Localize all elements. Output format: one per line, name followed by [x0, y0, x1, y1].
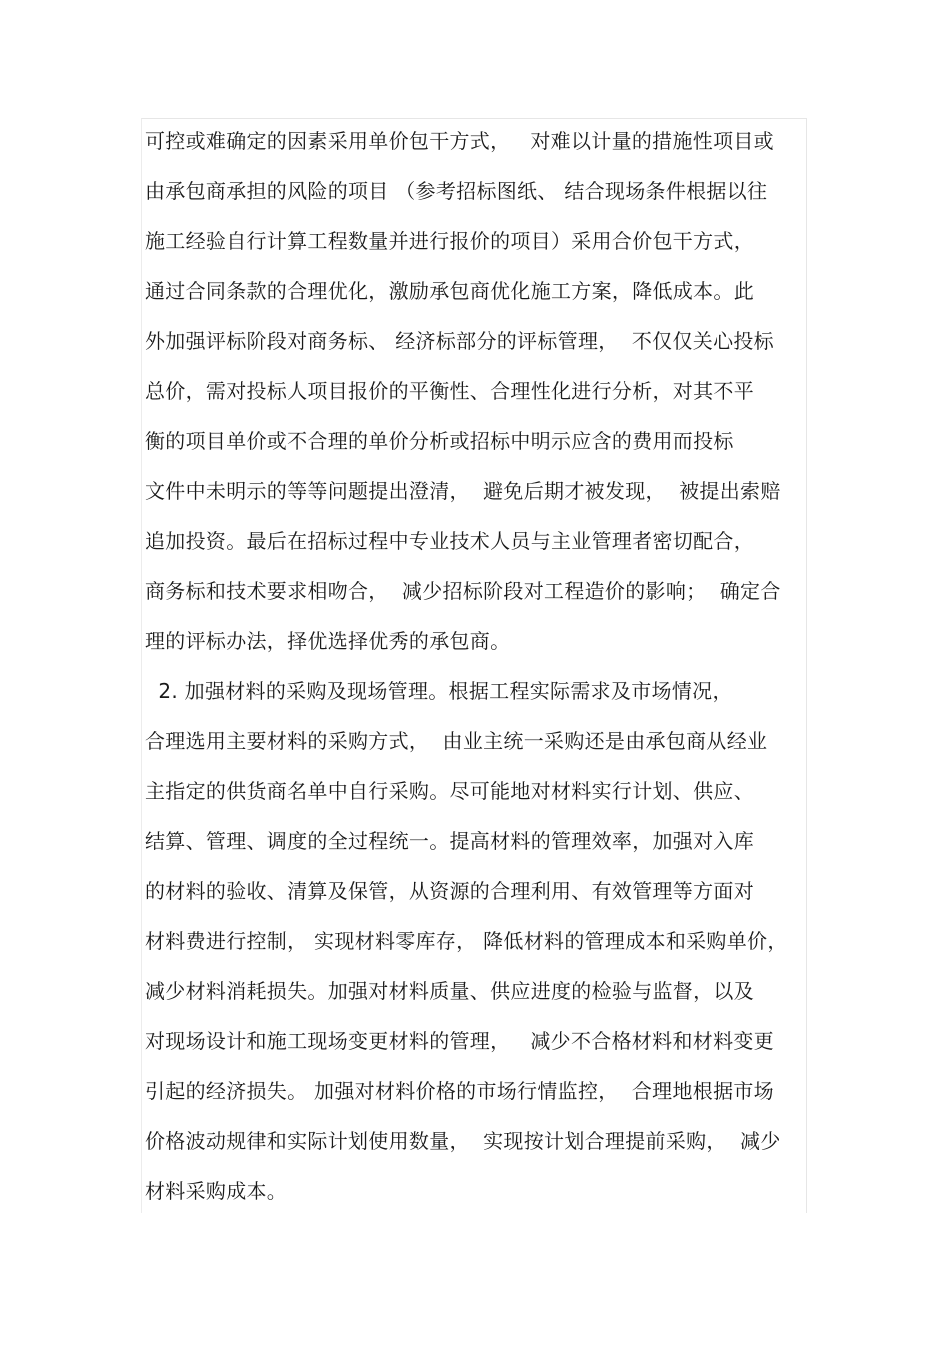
text-line: 施工经验自行计算工程数量并进行报价的项目）采用合价包干方式， — [145, 229, 754, 253]
text-line: 的材料的验收、清算及保管，从资源的合理利用、有效管理等方面对 — [145, 879, 754, 903]
text-line: 可控或难确定的因素采用单价包干方式， 对难以计量的措施性项目或 — [145, 129, 774, 153]
text-line: 商务标和技术要求相吻合， 减少招标阶段对工程造价的影响； 确定合 — [145, 579, 781, 603]
text-line: 衡的项目单价或不合理的单价分析或招标中明示应含的费用而投标 — [145, 429, 734, 453]
text-line: 材料采购成本。 — [145, 1179, 288, 1203]
text-line: 减少材料消耗损失。加强对材料质量、供应进度的检验与监督，以及 — [145, 979, 754, 1003]
text-line: 对现场设计和施工现场变更材料的管理， 减少不合格材料和材料变更 — [145, 1029, 774, 1053]
text-line: 总价，需对投标人项目报价的平衡性、合理性化进行分析，对其不平 — [145, 379, 754, 403]
text-line: 通过合同条款的合理优化，激励承包商优化施工方案，降低成本。此 — [145, 279, 754, 303]
text-line: 合理选用主要材料的采购方式， 由业主统一采购还是由承包商从经业 — [145, 729, 768, 753]
text-line: 文件中未明示的等等问题提出澄清， 避免后期才被发现， 被提出索赔 — [145, 479, 781, 503]
text-line: 引起的经济损失。 加强对材料价格的市场行情监控， 合理地根据市场 — [145, 1079, 774, 1103]
text-line: 价格波动规律和实际计划使用数量， 实现按计划合理提前采购， 减少 — [145, 1129, 781, 1153]
text-line: 结算、管理、调度的全过程统一。提高材料的管理效率，加强对入库 — [145, 829, 754, 853]
text-line: 材料费进行控制， 实现材料零库存， 降低材料的管理成本和采购单价， — [145, 929, 788, 953]
text-line: 理的评标办法，择优选择优秀的承包商。 — [145, 629, 511, 653]
text-line: 外加强评标阶段对商务标、 经济标部分的评标管理， 不仅仅关心投标 — [145, 329, 774, 353]
text-line: 由承包商承担的风险的项目 （参考招标图纸、 结合现场条件根据以往 — [145, 179, 768, 203]
text-line: 追加投资。最后在招标过程中专业技术人员与主业管理者密切配合， — [145, 529, 754, 553]
section-heading-line: 2. 加强材料的采购及现场管理。根据工程实际需求及市场情况， — [145, 679, 733, 703]
text-line: 主指定的供货商名单中自行采购。尽可能地对材料实行计划、供应、 — [145, 779, 754, 803]
